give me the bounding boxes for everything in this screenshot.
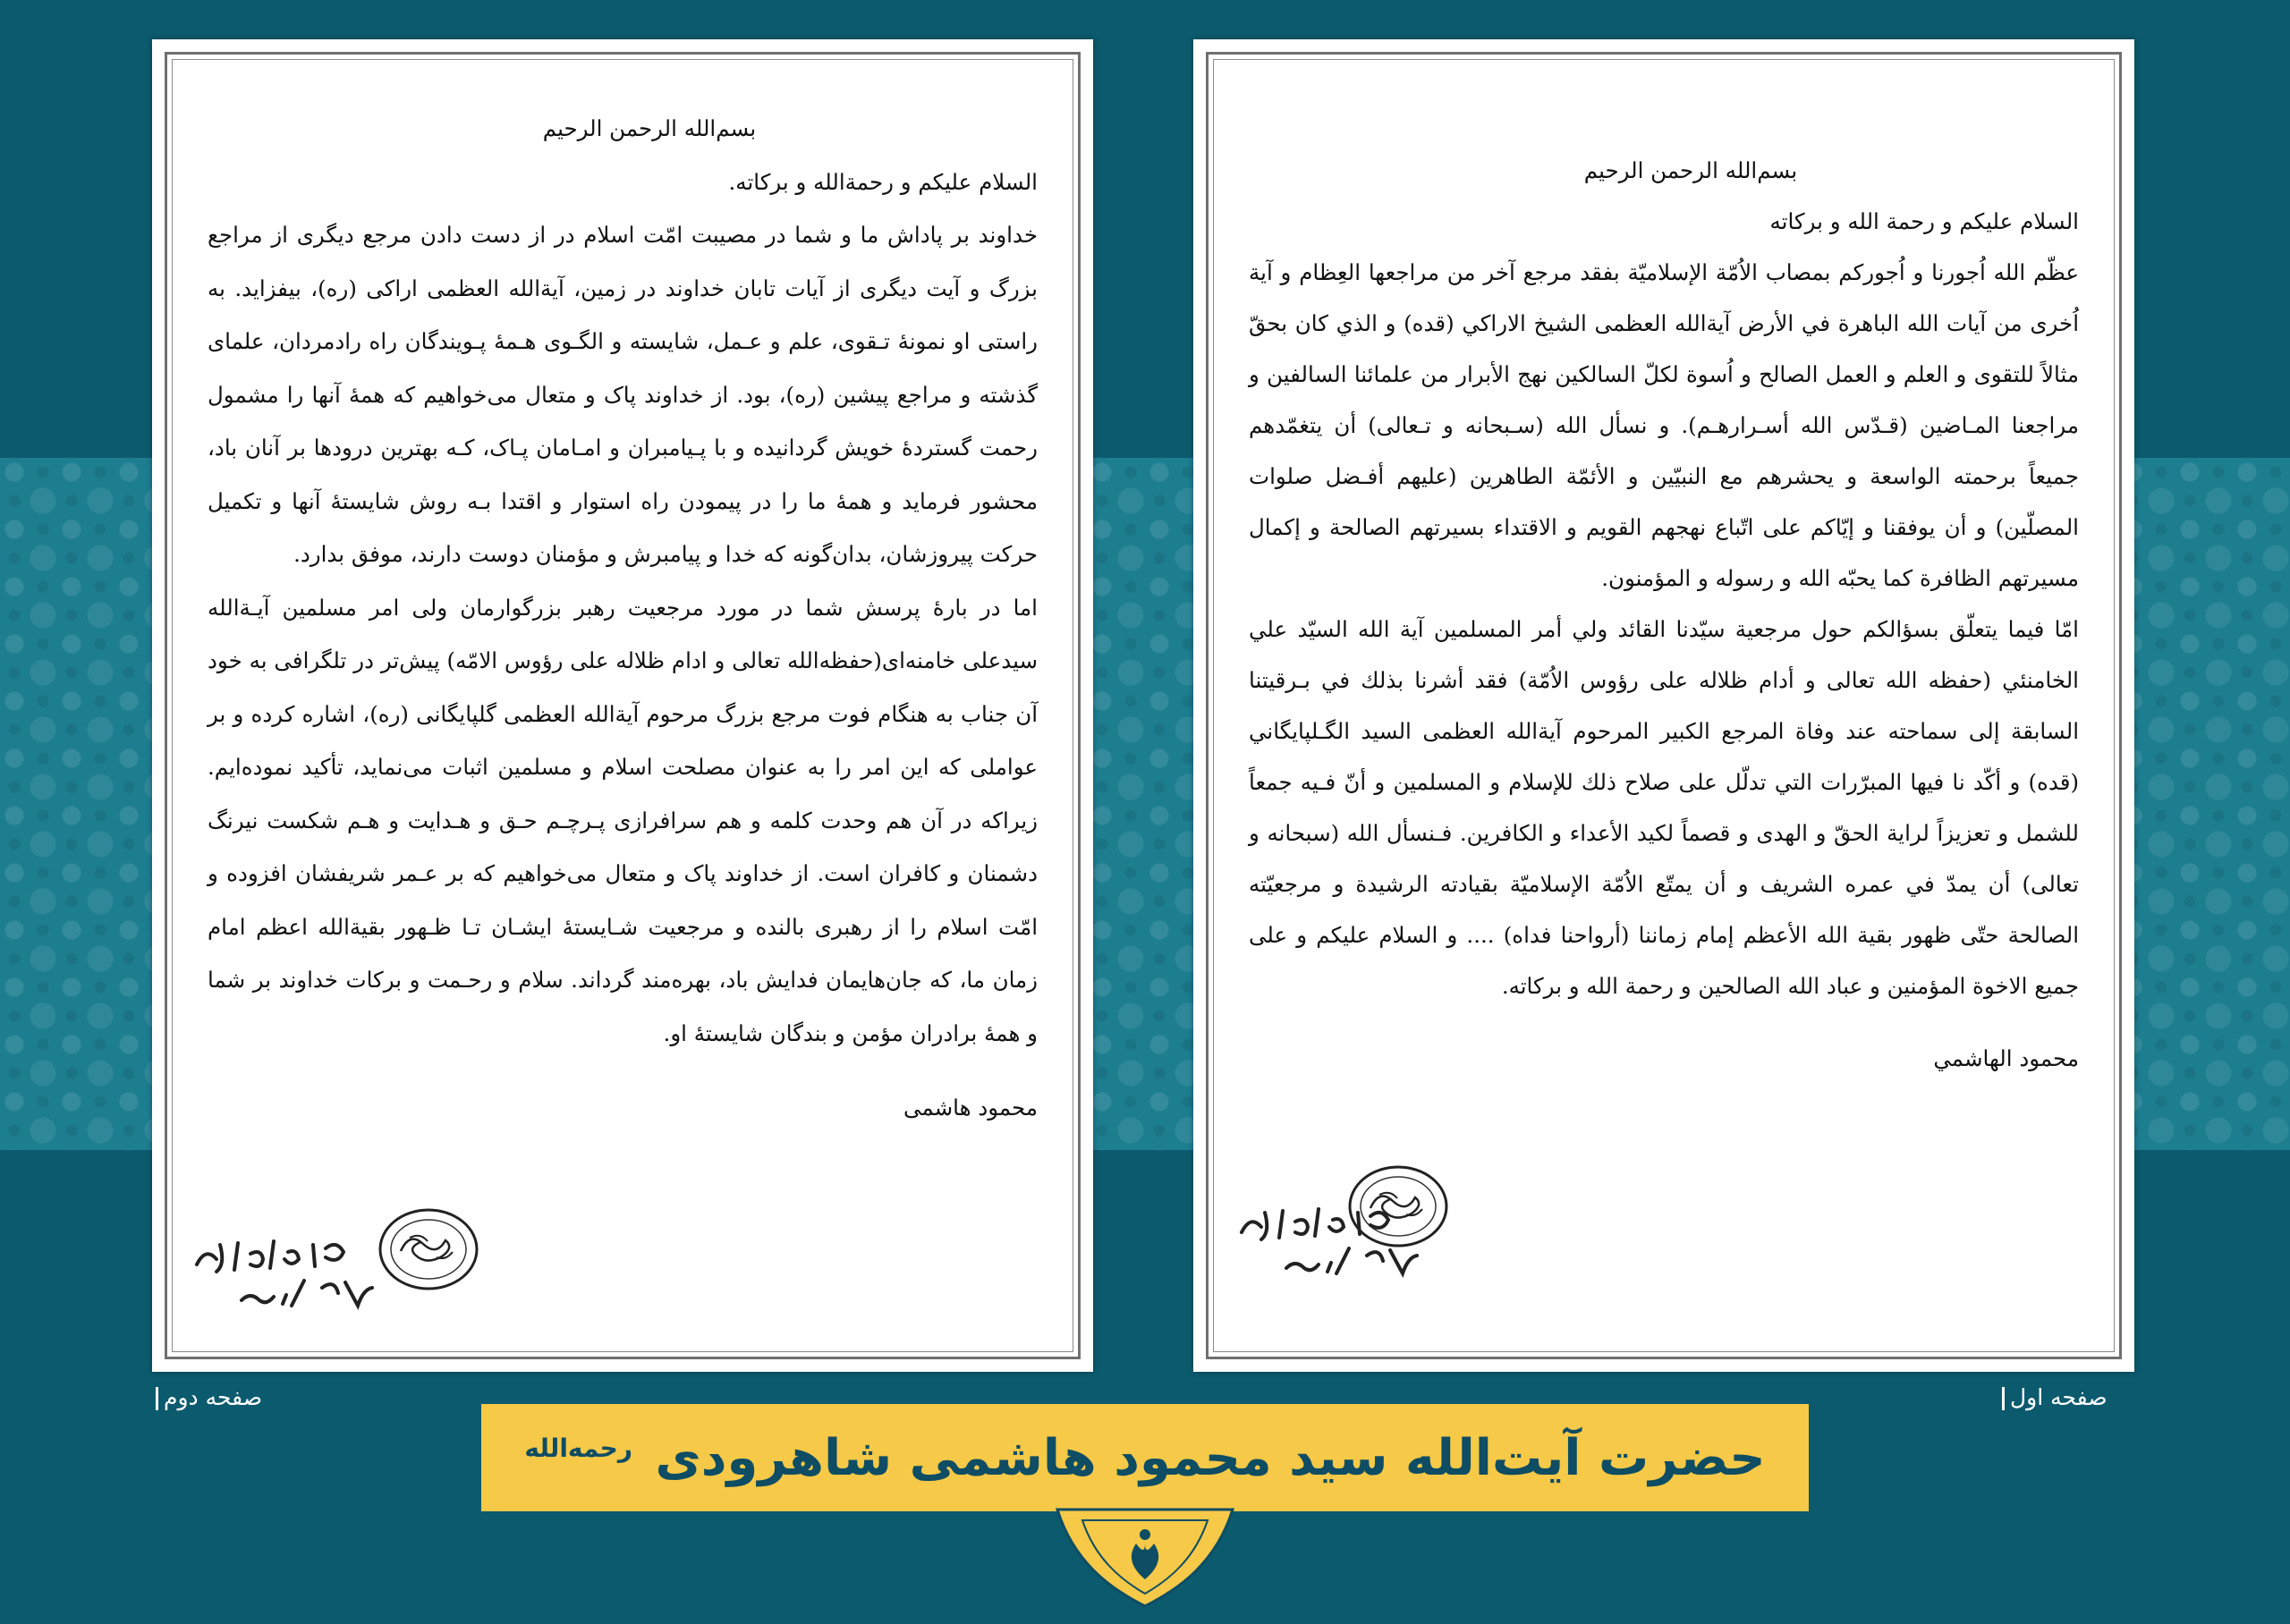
signature-name: محمود هاشمی [903,1095,1038,1121]
paragraph-marjaiyat: اما در بارهٔ پرسش شما در مورد مرجعیت رهبر بزرگوارمان ولی امر مسلمین آیـة‌الله سیدعلی خامنه‌ای(حفظه‌الله تعالی و ادام ظلاله علی رؤوس الامّه) پیش‌تر در تلگرافی به خود آن جناب به هنگام فوت مرجع بزرگ مرحوم آیة‌الله العظمی گلپایگانی (ره)، اشاره کرده و بر عواملی که این امر را به عنوان مصلحت اسلام و مسلمین اثبات می‌نماید، تأکید نموده‌ایم. زیراکه در آن هم وحدت کلمه و هم سرافرازی پـرچـم حـق و هـدایت و هـم شکست نیرنگ دشمنان و کافران است. از خداوند پاک و متعال می‌خواهیم که بر عـمر شریفشان افزوده و امّت اسلام را از رهبری بالنده و مرجعیت شـایستهٔ ایشـان تـا ظـهور بقیة‌الله اعظم امام زمان ما، که جان‌هایمان فدایش باد، بهره‌مند گرداند. سلام و رحـمت و برکات خداوند بر شما و همهٔ برادران مؤمن و بندگان شایستهٔ او. [208,594,1038,1046]
caption-bar [2002,1387,2005,1410]
ornament-icon [1056,1508,1234,1608]
handwritten-date [188,1218,403,1316]
caption-second-page [150,1384,262,1410]
title-text [524,1429,1765,1487]
caption-first-text: صفحه اول [2010,1384,2108,1410]
letter-page-second [152,39,1093,1372]
handwritten-date-drawing [188,1218,403,1316]
title-banner [481,1404,1809,1511]
paragraph-condolence: عظّم الله اُجورنا و اُجوركم بمصاب الاُمّة الإسلاميّة بفقد مرجع آخر من مراجعها العِظام و آية اُخرى من آيات الله الباهرة في الأرض آية‌الله العظمى الشيخ الاراكي (قده) و الذي كان بحقّ مثالاً للتقوى و العلم و العمل الصالح و اُسوة لكلّ السالكين نهج الأبرار من علمائنا السالفين و مراجعنا المـاضين (قـدّس الله أسـرارهـم). و نسأل الله (سـبحانه و تـعالى) أن يتغمّدهم جميعاً برحمته الواسعة و يحشرهم مع النبيّين و الأئمّة الطاهرين (عليهم أفـضل صلوات المصلّين) و أن يوفقنا و إيّاكم على اتّباع نهجهم القويم و الاقتداء بسيرتهم الصالحة و إكمال مسيرتهم الظافرة كما يحبّه الله و رسوله و المؤمنون. [1249,259,2079,591]
title-honorific: رحمه‌الله [524,1433,632,1463]
caption-second-text: صفحه دوم [164,1384,263,1410]
caption-bar [156,1387,158,1410]
bismillah: بسم‌الله الرحمن الرحيم [1583,157,1798,183]
bismillah: بسم‌الله الرحمن الرحیم [542,115,757,141]
paragraph-condolence: خداوند بر پاداش ما و شما در مصیبت امّت اسلام در از دست دادن مرجع دیگری از مراجع بزرگ و آیت دیگری از آیات تابان خداوند در زمین، آیة‌الله العظمی اراکی (ره)، بیفزاید. به راستی او نمونهٔ تـقوی، علم و عـمل، شایسته و الگـوی هـمهٔ پـویندگان راه رادمردان، علمای گذشته و مراجع پیشین (ره)، بود. از خداوند پاک و متعال می‌خواهیم که همهٔ آنها را مشمول رحمت گستردهٔ خویش گردانیده و با پـیامبران و امـامان پـاک، کـه بهترین درودها بر آنان باد، محشور فرماید و همهٔ ما را در پیمودن راه استوار و اقتدا بـه روش شایستهٔ آنها و تکمیل حرکت پیروزشان، بدان‌گونه که خدا و پیامبرش و مؤمنان دوست دارند، موفق بدارد. [208,222,1038,567]
greeting: السلام علیکم و رحمة‌الله و برکاته. [728,168,1038,195]
handwritten-date [1233,1186,1447,1284]
signature-name: محمود الهاشمي [1933,1045,2079,1071]
title-name: حضرت آیت‌الله سید محمود هاشمی شاهرودی [655,1428,1766,1487]
handwritten-date-drawing [1233,1186,1447,1284]
letter-body-arabic [1249,145,2079,1084]
paragraph-marjaiyat: امّا فيما يتعلّق بسؤالكم حول مرجعية سيّدنا القائد ولي أمر المسلمين آية الله السيّد علي الخامنئي (حفظه الله تعالى و أدام ظلاله على رؤوس الاُمّة) فقد أشرنا بذلك في بـرقيتنا السابقة إلى سماحته عند وفاة المرجع الكبير المرحوم آية‌الله العظمى السيد الگـلپايگاني (قده) و أكّد نا فيها المبرّرات التي تدلّل على صلاح ذلك للإسلام و المسلمين و أنّ فـيه جمعاً للشمل و تعزيزاً لراية الحقّ و الهدى و قصماً لكيد الأعداء و الكافرين. فـنسأل الله (سبحانه و تعالى) أن يمدّ في عمره الشريف و أن يمتّع الاُمّة الإسلاميّة بقيادته الرشيدة و مرجعيّته الصالحة حتّى ظهور بقية الله الأعظم إمام زماننا (أرواحنا فداه) .... و السلام عليكم و على جميع الاخوة المؤمنين و عباد الله الصالحين و رحمة الله و بركاته. [1249,616,2079,999]
letter-page-first [1193,39,2134,1372]
greeting: السلام عليكم و رحمة الله و بركاته [1769,208,2079,234]
letter-body-persian [208,102,1038,1135]
caption-first-page [1997,1384,2108,1410]
